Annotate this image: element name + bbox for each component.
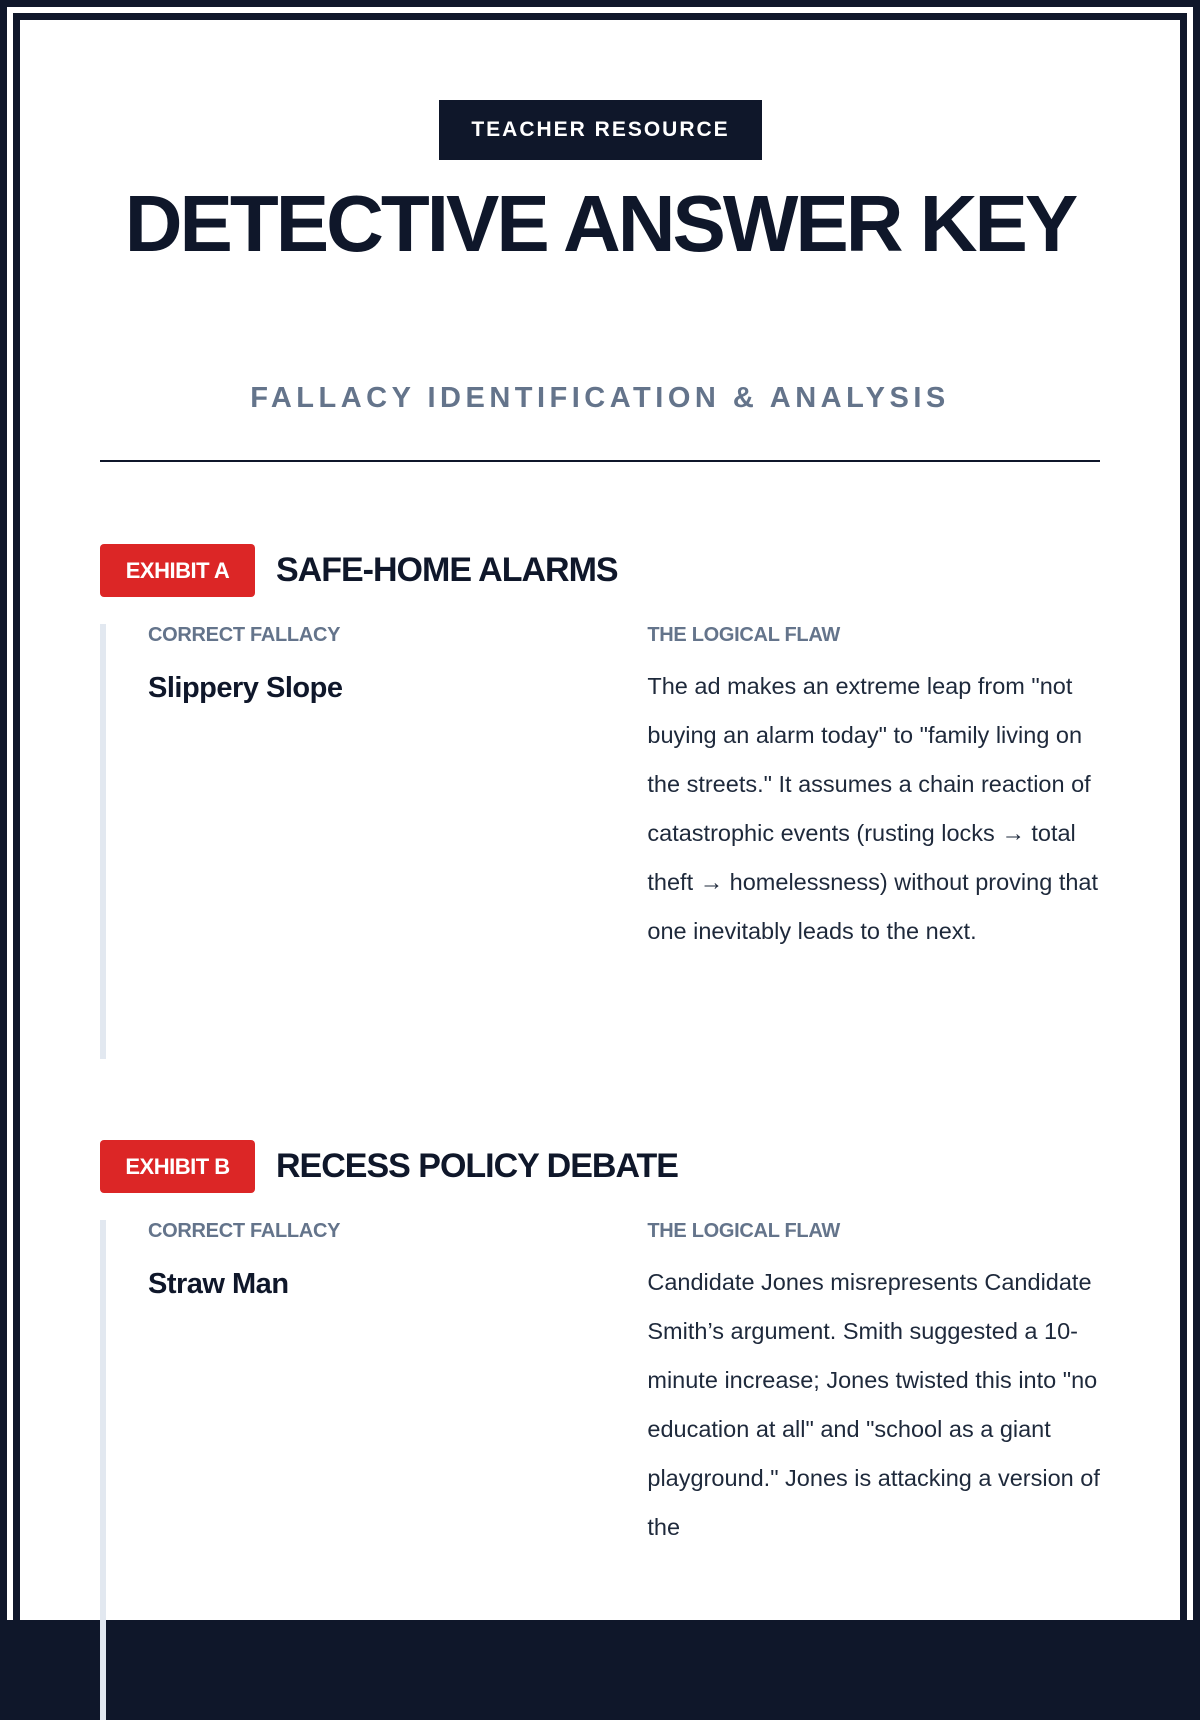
fallacy-label: CORRECT FALLACY <box>148 624 341 646</box>
page-subtitle: FALLACY IDENTIFICATION & ANALYSIS <box>250 382 950 414</box>
header-divider <box>100 460 1100 462</box>
flaw-explanation: The ad makes an extreme leap from "not buying an alarm today" to "family living on the streets." It assumes a chain reaction of catastrophic events (rusting locks → total theft → homelessness) without proving that one inevitably leads to the next. <box>647 673 1099 944</box>
page <box>20 20 1180 1620</box>
page-title: DETECTIVE ANSWER KEY <box>124 179 1076 268</box>
fallacy-label: CORRECT FALLACY <box>148 1220 341 1242</box>
exhibit-title: SAFE-HOME ALARMS <box>276 551 618 589</box>
flaw-label: THE LOGICAL FLAW <box>647 1220 840 1242</box>
fallacy-answer: Slippery Slope <box>148 672 343 704</box>
exhibit-badge: EXHIBIT B <box>100 1140 255 1193</box>
exhibit-a <box>100 544 1100 1059</box>
exhibit-body <box>100 1220 1100 1720</box>
exhibit-badge: EXHIBIT A <box>100 544 255 597</box>
fallacy-answer: Straw Man <box>148 1268 289 1300</box>
exhibit-b <box>100 1140 1100 1720</box>
exhibit-title: RECESS POLICY DEBATE <box>276 1147 678 1185</box>
teacher-resource-badge: TEACHER RESOURCE <box>439 100 762 160</box>
exhibit-body <box>100 624 1100 1059</box>
flaw-explanation: Candidate Jones misrepresents Candidate Smith’s argument. Smith suggested a 10-minute increase; Jones twisted this into "no education at all" and "school as a giant playground." Jones is attacking a version of the <box>647 1269 1100 1540</box>
flaw-label: THE LOGICAL FLAW <box>647 624 840 646</box>
